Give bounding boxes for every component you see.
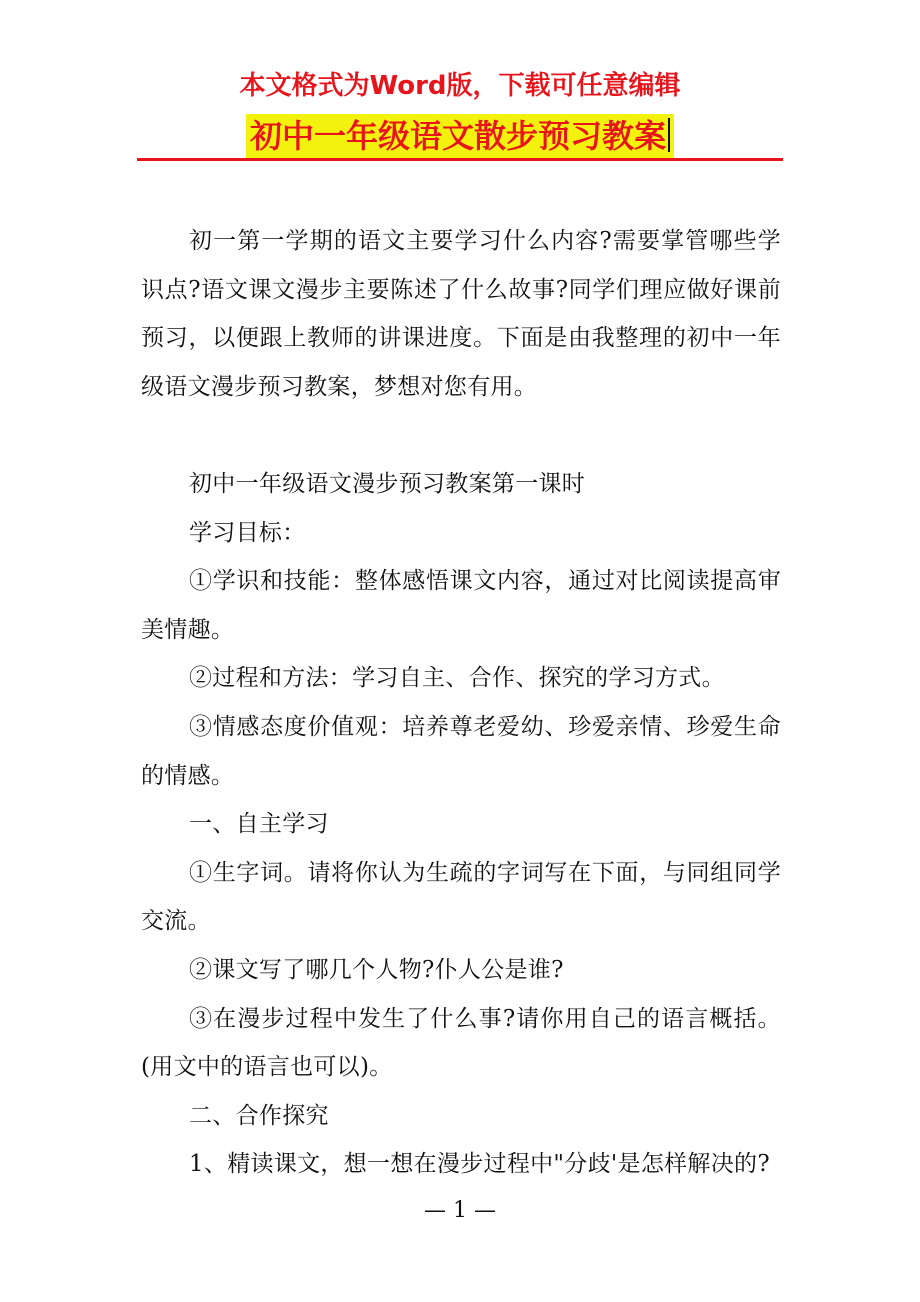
goal-knowledge: ①学识和技能：整体感悟课文内容，通过对比阅读提高审美情趣。 xyxy=(141,568,781,643)
goal-attitude: ③情感态度价值观：培养尊老爱幼、珍爱亲情、珍爱生命的情感。 xyxy=(141,713,781,789)
text-cursor xyxy=(668,118,670,152)
format-banner: 本文格式为Word版，下载可任意编辑 xyxy=(239,71,681,101)
page-number: — 1 — xyxy=(424,1198,496,1223)
goals-heading: 学习目标： xyxy=(189,519,306,546)
intro-paragraph: 初一第一学期的语文主要学习什么内容?需要掌管哪些学识点?语文课文漫步主要陈述了什么故事?同学们理应做好课前预习，以便跟上教师的讲课进度。下面是由我整理的初中一年级语文漫步预习教案，梦想对您有用。 xyxy=(141,228,781,400)
title-area xyxy=(0,114,920,158)
document-title-text: 初中一年级语文散步预习教案 xyxy=(249,117,666,155)
part-one-heading: 一、自主学习 xyxy=(189,811,329,838)
title-divider xyxy=(137,158,783,161)
paragraph-spacer xyxy=(141,411,781,460)
part-two-heading: 二、合作探究 xyxy=(189,1102,329,1129)
task-characters: ②课文写了哪几个人物?仆人公是谁? xyxy=(189,956,564,983)
task-close-reading: 1、精读课文，想一想在漫步过程中"分歧'是怎样解决的? xyxy=(189,1151,770,1178)
section-title: 初中一年级语文漫步预习教案第一课时 xyxy=(189,470,586,497)
document-title xyxy=(246,114,674,158)
task-vocabulary: ①生字词。请将你认为生疏的字词写在下面，与同组同学交流。 xyxy=(141,859,781,935)
document-body xyxy=(141,217,781,1189)
goal-process: ②过程和方法：学习自主、合作、探究的学习方式。 xyxy=(189,665,725,692)
task-summary: ③在漫步过程中发生了什么事?请你用自己的语言概括。(用文中的语言也可以)。 xyxy=(141,1005,781,1081)
